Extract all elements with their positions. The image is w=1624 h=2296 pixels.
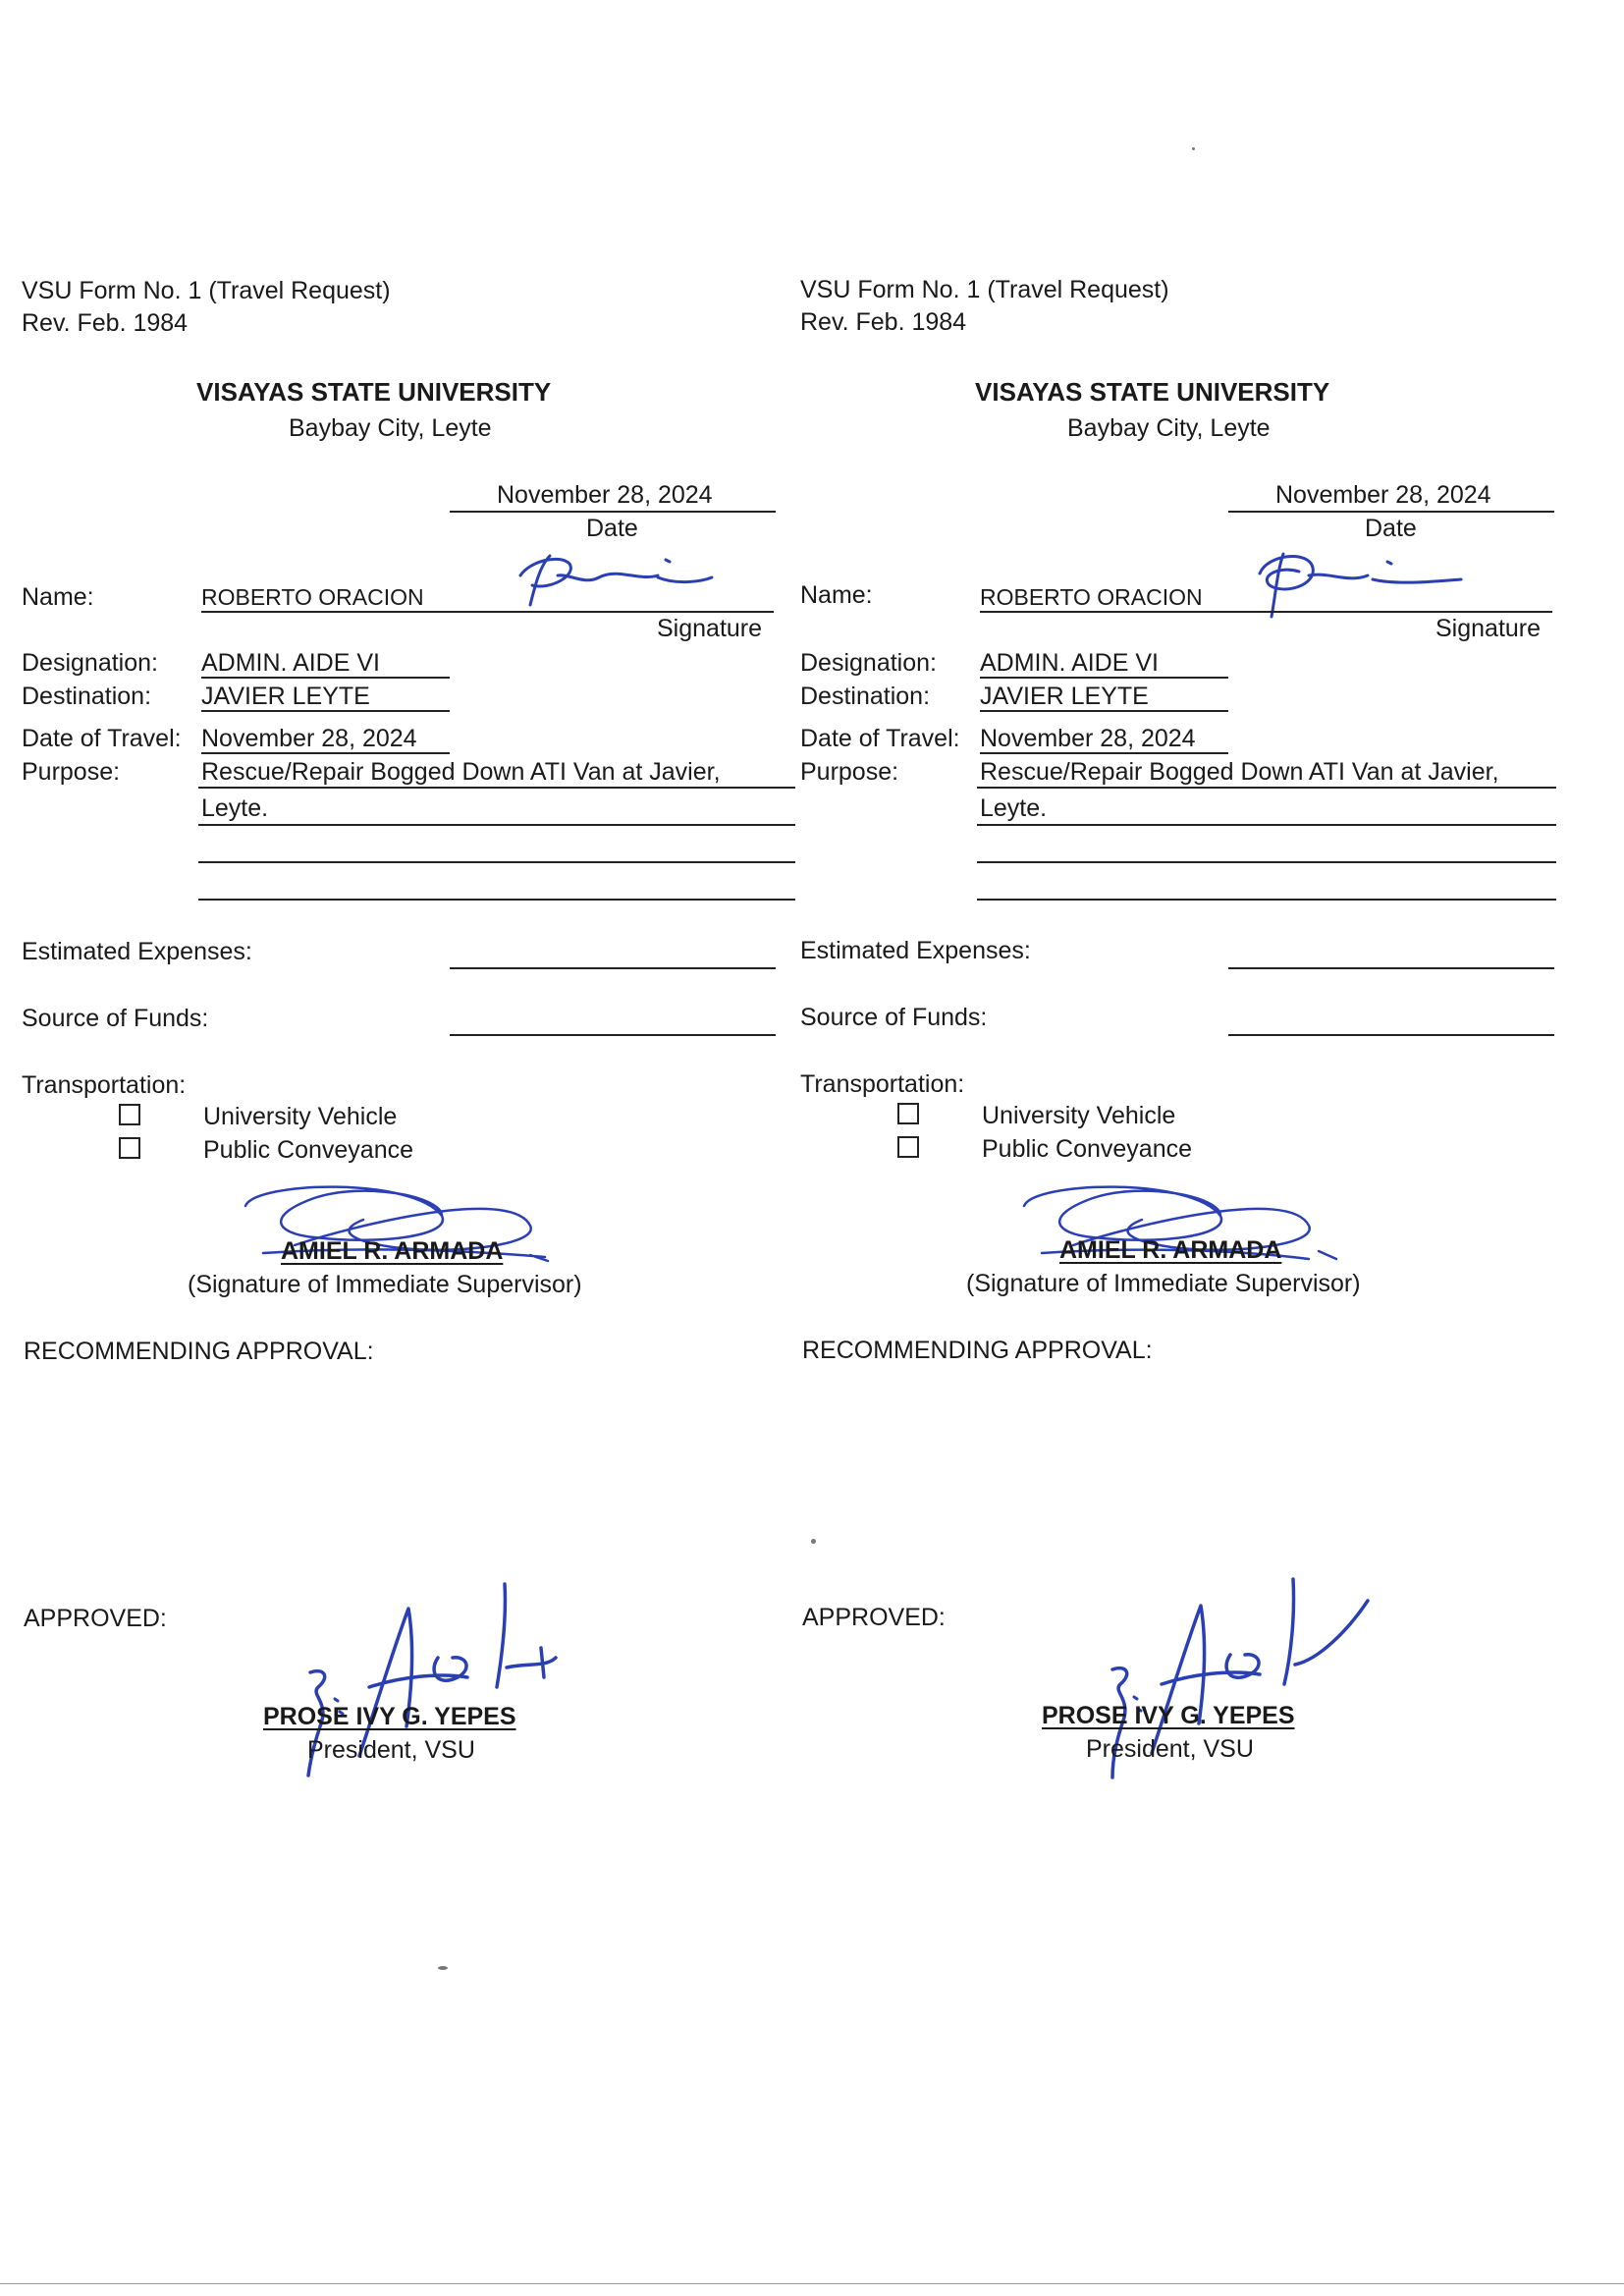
- approved-label: APPROVED:: [802, 1604, 946, 1631]
- travel-date-line: [201, 752, 450, 754]
- destination-line: [201, 710, 450, 712]
- president-title: President, VSU: [1086, 1735, 1254, 1763]
- funds-line: [1228, 1034, 1554, 1036]
- funds-label: Source of Funds:: [22, 1005, 209, 1032]
- university-vehicle-label: University Vehicle: [982, 1102, 1176, 1129]
- purpose-rule-1: [977, 787, 1556, 789]
- approved-label: APPROVED:: [24, 1605, 167, 1632]
- public-conveyance-checkbox[interactable]: [897, 1136, 919, 1158]
- designation-label: Designation:: [22, 649, 158, 677]
- expenses-label: Estimated Expenses:: [22, 938, 252, 965]
- expenses-line: [450, 967, 776, 969]
- destination-label: Destination:: [22, 683, 152, 710]
- name-signature-line: [980, 611, 1552, 613]
- designation-value: ADMIN. AIDE VI: [980, 649, 1159, 677]
- purpose-rule-3: [198, 861, 795, 863]
- travel-date-label: Date of Travel:: [800, 725, 960, 752]
- president-name: PROSE IVY G. YEPES: [263, 1703, 516, 1730]
- president-name: PROSE IVY G. YEPES: [1042, 1702, 1295, 1729]
- university-location: Baybay City, Leyte: [289, 414, 492, 442]
- purpose-rule-3: [977, 861, 1556, 863]
- form-revision: Rev. Feb. 1984: [22, 309, 189, 337]
- date-line: [1228, 511, 1554, 513]
- purpose-label: Purpose:: [22, 758, 121, 786]
- university-vehicle-checkbox[interactable]: [897, 1103, 919, 1124]
- travel-request-form-left: [0, 0, 785, 2296]
- supervisor-caption: (Signature of Immediate Supervisor): [966, 1270, 1361, 1297]
- travel-date-label: Date of Travel:: [22, 725, 182, 752]
- purpose-line-2: Leyte.: [201, 794, 269, 822]
- travel-date-value: November 28, 2024: [980, 725, 1196, 752]
- travel-date-value: November 28, 2024: [201, 725, 417, 752]
- destination-value: JAVIER LEYTE: [201, 683, 370, 710]
- purpose-rule-2: [198, 824, 795, 826]
- name-value: ROBERTO ORACION: [201, 584, 424, 610]
- university-location: Baybay City, Leyte: [1067, 414, 1271, 442]
- purpose-line-1: Rescue/Repair Bogged Down ATI Van at Javier,: [980, 758, 1499, 786]
- university-vehicle-checkbox[interactable]: [119, 1104, 140, 1125]
- supervisor-name: AMIEL R. ARMADA: [1059, 1236, 1282, 1264]
- requester-signature-icon: [511, 546, 717, 625]
- destination-value: JAVIER LEYTE: [980, 683, 1149, 710]
- signature-label: Signature: [1435, 615, 1542, 642]
- name-label: Name:: [22, 583, 94, 611]
- supervisor-caption: (Signature of Immediate Supervisor): [188, 1271, 582, 1298]
- purpose-label: Purpose:: [800, 758, 899, 786]
- designation-label: Designation:: [800, 649, 937, 677]
- expenses-label: Estimated Expenses:: [800, 937, 1031, 964]
- form-number: VSU Form No. 1 (Travel Request): [800, 276, 1169, 303]
- purpose-rule-1: [198, 787, 795, 789]
- destination-line: [980, 710, 1228, 712]
- public-conveyance-label: Public Conveyance: [203, 1136, 414, 1164]
- form-revision: Rev. Feb. 1984: [800, 308, 967, 336]
- recommending-approval-label: RECOMMENDING APPROVAL:: [802, 1337, 1153, 1364]
- name-label: Name:: [800, 581, 873, 609]
- request-date: November 28, 2024: [1275, 481, 1491, 509]
- funds-label: Source of Funds:: [800, 1004, 988, 1031]
- scan-speck: [1192, 147, 1195, 150]
- date-label: Date: [1365, 515, 1417, 542]
- purpose-rule-4: [977, 899, 1556, 901]
- university-vehicle-label: University Vehicle: [203, 1103, 398, 1130]
- public-conveyance-checkbox[interactable]: [119, 1137, 140, 1159]
- purpose-line-2: Leyte.: [980, 794, 1048, 822]
- university-name: VISAYAS STATE UNIVERSITY: [975, 377, 1330, 407]
- designation-value: ADMIN. AIDE VI: [201, 649, 380, 677]
- purpose-rule-4: [198, 899, 795, 901]
- expenses-line: [1228, 967, 1554, 969]
- transportation-label: Transportation:: [800, 1070, 965, 1098]
- name-signature-line: [201, 611, 774, 613]
- transportation-label: Transportation:: [22, 1071, 187, 1099]
- scan-speck: [811, 1539, 816, 1544]
- request-date: November 28, 2024: [497, 481, 713, 509]
- purpose-line-1: Rescue/Repair Bogged Down ATI Van at Javier,: [201, 758, 721, 786]
- travel-date-line: [980, 752, 1228, 754]
- destination-label: Destination:: [800, 683, 931, 710]
- recommending-approval-label: RECOMMENDING APPROVAL:: [24, 1338, 374, 1365]
- university-name: VISAYAS STATE UNIVERSITY: [196, 377, 552, 407]
- page-bottom-edge: [0, 2283, 1624, 2284]
- date-line: [450, 511, 776, 513]
- name-value: ROBERTO ORACION: [980, 584, 1203, 610]
- president-title: President, VSU: [307, 1736, 475, 1764]
- designation-line: [201, 677, 450, 679]
- form-number: VSU Form No. 1 (Travel Request): [22, 277, 391, 304]
- requester-signature-icon: [1240, 546, 1466, 625]
- designation-line: [980, 677, 1228, 679]
- supervisor-name: AMIEL R. ARMADA: [281, 1237, 504, 1265]
- purpose-rule-2: [977, 824, 1556, 826]
- scan-speck: [438, 1966, 448, 1970]
- signature-label: Signature: [657, 615, 763, 642]
- public-conveyance-label: Public Conveyance: [982, 1135, 1193, 1163]
- date-label: Date: [586, 515, 638, 542]
- travel-request-form-right: [779, 0, 1564, 2296]
- funds-line: [450, 1034, 776, 1036]
